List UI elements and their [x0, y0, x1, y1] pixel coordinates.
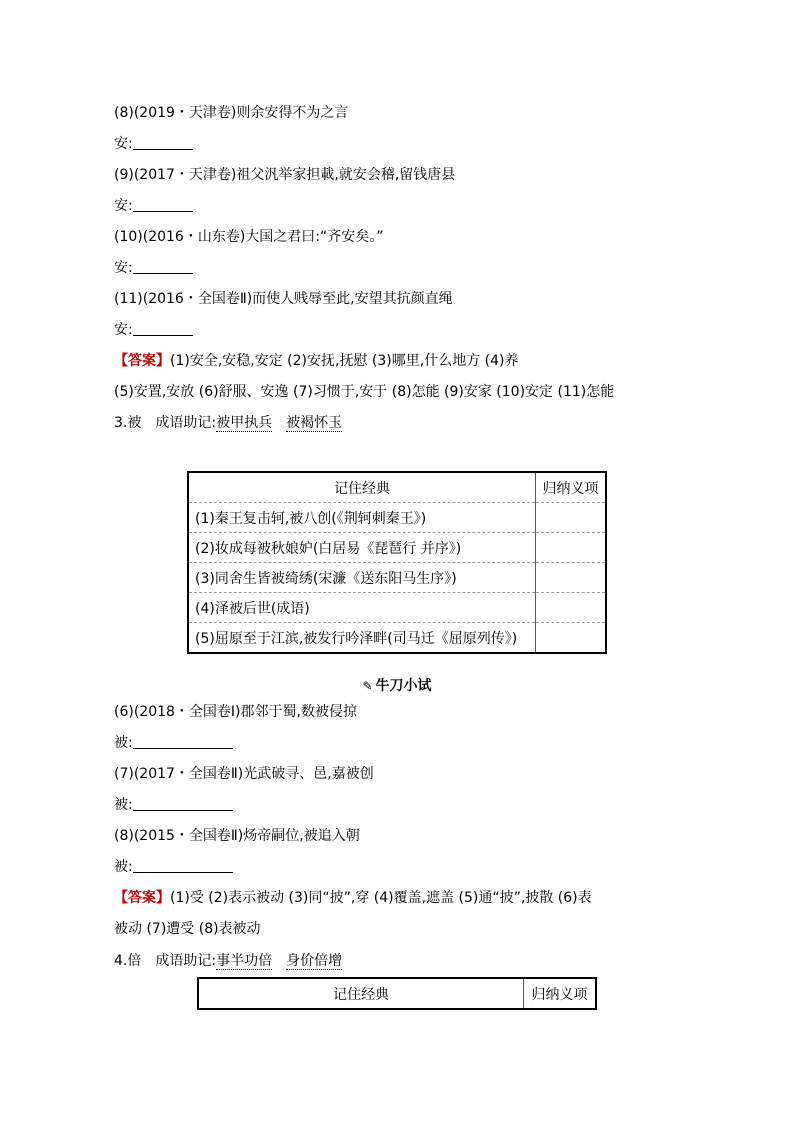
classic-sentence: (3)同舍生皆被绮绣(宋濂《送东阳马生序》) [188, 563, 536, 593]
answer-line-6-bei [114, 734, 233, 752]
question-6-bei: (6)(2018・全国卷Ⅰ)郡邻于蜀,数被侵掠 [114, 704, 357, 720]
answer-an-line2: (5)安置,安放 (6)舒服、安逸 (7)习惯于,安于 (8)怎能 (9)安家 (10)安定 (11)怎能 [114, 384, 615, 400]
blank-label: 安: [114, 260, 133, 276]
idiom: 身价倍增 [286, 953, 343, 969]
classic-sentence: (4)泽被后世(成语) [188, 593, 536, 623]
heading-prefix: 4.倍 成语助记: [114, 953, 217, 969]
table-row [188, 623, 606, 654]
table-row [188, 593, 606, 623]
table-header-row [198, 978, 596, 1009]
practice-title-text: 牛刀小试 [375, 678, 432, 694]
question-7-bei: (7)(2017・全国卷Ⅱ)光武破寻、邑,嘉被创 [114, 766, 374, 782]
answer-line-8-bei [114, 858, 233, 876]
idiom: 事半功倍 [216, 953, 273, 969]
table-header-row [188, 472, 606, 503]
blank-label: 安: [114, 322, 133, 338]
answer-blank[interactable] [133, 197, 193, 212]
question-8-bei: (8)(2015・全国卷Ⅱ)炀帝嗣位,被追入朝 [114, 828, 360, 844]
classics-table-bei [187, 471, 607, 654]
idiom: 被甲执兵 [216, 415, 273, 431]
answer-bei-line1 [114, 889, 592, 907]
answer-line-7-bei [114, 796, 233, 814]
table-row [188, 503, 606, 533]
classic-sentence: (5)屈原至于江滨,被发行吟泽畔(司马迁《屈原列传》) [188, 623, 536, 654]
answer-blank[interactable] [133, 858, 233, 873]
section-3-heading [114, 414, 342, 432]
blank-label: 被: [114, 859, 133, 875]
classics-table-bei-4 [197, 977, 597, 1010]
question-8-an: (8)(2019・天津卷)则余安得不为之言 [114, 105, 349, 121]
answer-label: 【答案】 [114, 890, 170, 906]
answer-blank[interactable] [133, 796, 233, 811]
separator [272, 953, 286, 969]
practice-title [0, 675, 794, 695]
section-4-heading [114, 952, 342, 970]
header-classics: 记住经典 [198, 978, 524, 1009]
answer-text: (1)安全,安稳,安定 (2)安抚,抚慰 (3)哪里,什么地方 (4)养 [170, 353, 519, 369]
meaning-cell[interactable] [536, 623, 607, 654]
classic-sentence: (2)妆成每被秋娘妒(白居易《琵琶行 并序》) [188, 533, 536, 563]
header-meanings: 归纳义项 [524, 978, 597, 1009]
answer-text: (1)受 (2)表示被动 (3)同“披”,穿 (4)覆盖,遮盖 (5)通“披”,披散 (6)表 [170, 890, 592, 906]
meaning-cell[interactable] [536, 563, 607, 593]
classic-sentence: (1)秦王复击轲,被八创(《荆轲刺秦王》) [188, 503, 536, 533]
meaning-cell[interactable] [536, 533, 607, 563]
blank-label: 被: [114, 797, 133, 813]
answer-an-line1 [114, 352, 518, 370]
blank-label: 被: [114, 735, 133, 751]
answer-line-10-an [114, 259, 193, 277]
answer-blank[interactable] [133, 321, 193, 336]
pencil-icon: ✎ [362, 679, 373, 693]
answer-blank[interactable] [133, 734, 233, 749]
meaning-cell[interactable] [536, 593, 607, 623]
table-row [188, 563, 606, 593]
table-row [188, 533, 606, 563]
meaning-cell[interactable] [536, 503, 607, 533]
idiom: 被褐怀玉 [286, 415, 343, 431]
answer-blank[interactable] [133, 259, 193, 274]
header-meanings: 归纳义项 [536, 472, 607, 503]
question-11-an: (11)(2016・全国卷Ⅱ)而使人贱辱至此,安望其抗颜直绳 [114, 291, 453, 307]
blank-label: 安: [114, 136, 133, 152]
answer-line-9-an [114, 197, 193, 215]
question-9-an: (9)(2017・天津卷)祖父汎举家担載,就安会稽,留钱唐县 [114, 167, 456, 183]
answer-line-8-an [114, 135, 193, 153]
answer-blank[interactable] [133, 135, 193, 150]
blank-label: 安: [114, 198, 133, 214]
heading-prefix: 3.被 成语助记: [114, 415, 217, 431]
separator [272, 415, 286, 431]
answer-line-11-an [114, 321, 193, 339]
header-classics: 记住经典 [188, 472, 536, 503]
question-10-an: (10)(2016・山东卷)大国之君曰:“齐安矣。” [114, 229, 384, 245]
answer-label: 【答案】 [114, 353, 170, 369]
answer-bei-line2: 被动 (7)遭受 (8)表被动 [114, 921, 261, 937]
